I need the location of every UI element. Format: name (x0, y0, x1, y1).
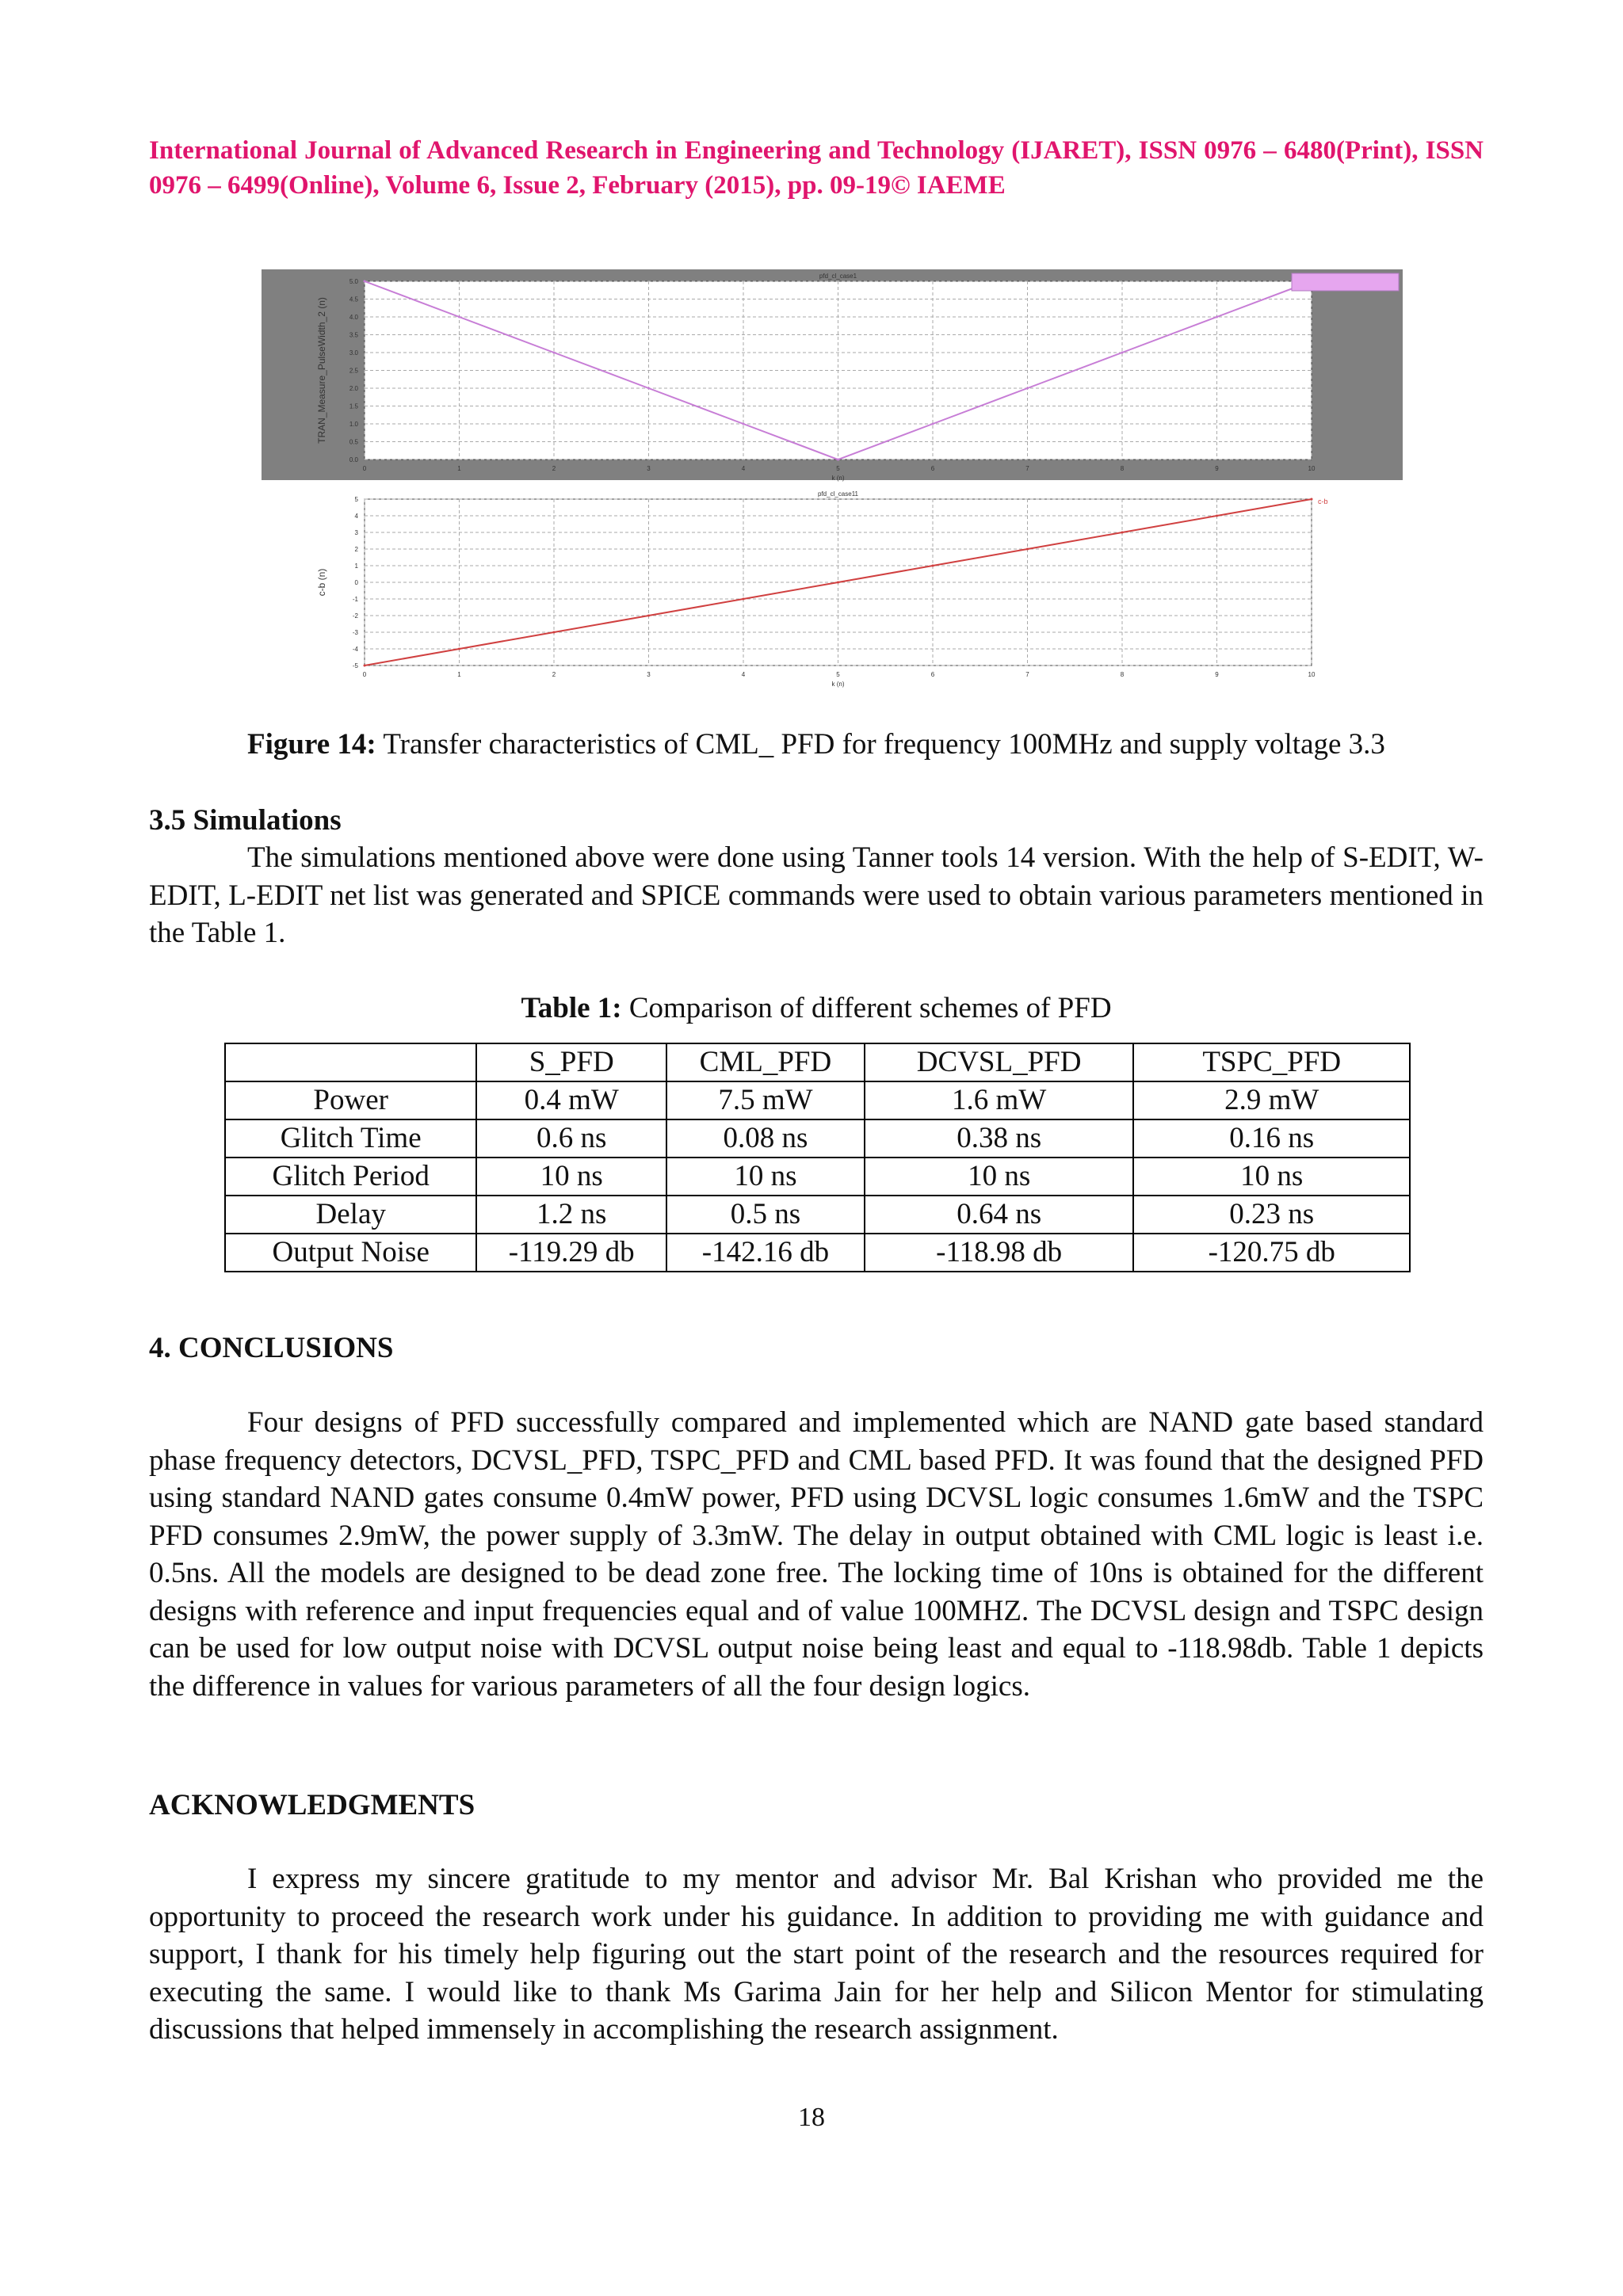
x-tick-label: 10 (1308, 465, 1316, 472)
x-tick-label: 7 (1025, 671, 1029, 678)
table-header-cell: CML_PFD (666, 1043, 865, 1081)
x-tick-label: 9 (1215, 671, 1219, 678)
table-cell: 0.23 ns (1133, 1196, 1410, 1234)
y-tick-label: -5 (352, 662, 358, 669)
table-cell: 10 ns (1133, 1158, 1410, 1196)
y-tick-label: -3 (352, 629, 358, 636)
x-tick-label: 8 (1120, 671, 1125, 678)
table-cell: Delay (225, 1196, 476, 1234)
comparison-table (224, 1043, 1411, 1272)
section-heading-simulations: 3.5 Simulations (149, 804, 342, 837)
data-point (1121, 352, 1124, 354)
figure-caption (149, 726, 1484, 764)
table-caption-text: Comparison of different schemes of PFD (621, 992, 1112, 1024)
table-header-cell: DCVSL_PFD (865, 1043, 1134, 1081)
data-point (837, 582, 839, 584)
data-point (743, 423, 745, 425)
table-caption (149, 990, 1484, 1027)
x-axis-label: k (n) (831, 681, 845, 688)
x-tick-label: 2 (552, 465, 556, 472)
y-tick-label: 4 (354, 513, 358, 520)
table-cell: -120.75 db (1133, 1234, 1410, 1272)
x-tick-label: 3 (647, 671, 651, 678)
data-point (647, 615, 650, 617)
y-tick-label: 2.0 (349, 385, 358, 392)
page-number: 18 (798, 2103, 825, 2132)
x-tick-label: 1 (457, 465, 461, 472)
table-cell: 10 ns (865, 1158, 1134, 1196)
chart-title: pfd_cl_case1 (819, 273, 857, 280)
y-tick-label: 0.0 (349, 456, 358, 463)
x-tick-label: 2 (552, 671, 556, 678)
y-tick-label: 1.5 (349, 402, 358, 410)
data-point (364, 665, 366, 667)
y-tick-label: 1.0 (349, 421, 358, 428)
y-tick-label: 3.0 (349, 349, 358, 357)
data-point (837, 459, 839, 461)
y-axis-label: c-b (n) (316, 568, 327, 597)
y-tick-label: -2 (352, 612, 358, 620)
y-tick-label: 3 (354, 529, 358, 536)
y-tick-label: 0.5 (349, 438, 358, 446)
data-point (1026, 387, 1029, 390)
data-point (932, 423, 934, 425)
table-cell: 0.08 ns (666, 1119, 865, 1158)
y-axis-label: TRAN_Measure_PulseWidth_2 (n) (316, 297, 327, 444)
y-tick-label: 5.0 (349, 278, 358, 285)
conclusions-paragraph: Four designs of PFD successfully compared and implemented which are NAND gate based standard phase frequency detectors, DCVSL_PFD, TSPC_PFD and CML based PFD. It was found that the designed PFD using standard NAND gates consume 0.4mW power, PFD using DCVSL logic consumes 1.6mW and the TSPC PFD consumes 2.9mW, the power supply of 3.3mW. The delay in output obtained with CML logic is least i.e. 0.5ns. All the models are designed to be dead zone free. The locking time of 10ns is obtained for the different designs with reference and input frequencies equal and of value 100MHZ. The DCVSL design and TSPC design can be used for low output noise with DCVSL output noise being least and equal to -118.98db. Table 1 depicts the difference in values for various parameters of all the four design logics. (149, 1406, 1484, 1703)
table-cell: 2.9 mW (1133, 1081, 1410, 1119)
table-cell: 0.16 ns (1133, 1119, 1410, 1158)
y-tick-label: 0 (354, 579, 358, 586)
table-cell: 0.6 ns (476, 1119, 666, 1158)
figure-14 (262, 269, 1403, 697)
table-row (225, 1119, 1410, 1158)
data-point (1311, 498, 1313, 501)
table-row (225, 1081, 1410, 1119)
y-tick-label: 1 (354, 563, 358, 570)
table-cell: -118.98 db (865, 1234, 1134, 1272)
data-point (647, 387, 650, 390)
x-tick-label: 6 (930, 671, 935, 678)
x-tick-label: 5 (836, 671, 840, 678)
x-tick-label: 9 (1215, 465, 1219, 472)
table-cell: 0.4 mW (476, 1081, 666, 1119)
table-cell: 0.38 ns (865, 1119, 1134, 1158)
table-cell: 0.5 ns (666, 1196, 865, 1234)
x-tick-label: 7 (1025, 465, 1029, 472)
y-tick-label: 2.5 (349, 367, 358, 375)
table-row (225, 1196, 1410, 1234)
y-tick-label: 5 (354, 496, 358, 503)
data-point (364, 280, 366, 283)
x-tick-label: 8 (1120, 465, 1125, 472)
table-row (225, 1234, 1410, 1272)
section-heading-conclusions: 4. CONCLUSIONS (149, 1332, 394, 1364)
data-point (1216, 515, 1218, 517)
section-heading-acknowledgments: ACKNOWLEDGMENTS (149, 1789, 475, 1821)
table-cell: -142.16 db (666, 1234, 865, 1272)
data-point (458, 648, 460, 650)
y-tick-label: 3.5 (349, 331, 358, 339)
y-tick-label: -4 (352, 646, 358, 653)
table-cell: 10 ns (666, 1158, 865, 1196)
table-header-row (225, 1043, 1410, 1081)
table-cell: Glitch Time (225, 1119, 476, 1158)
table-cell: -119.29 db (476, 1234, 666, 1272)
y-tick-label: -1 (352, 596, 358, 603)
x-tick-label: 0 (362, 465, 367, 472)
table-cell: 0.64 ns (865, 1196, 1134, 1234)
simulations-paragraph: The simulations mentioned above were done using Tanner tools 14 version. With the help of S-EDIT, W-EDIT, L-EDIT net list was generated and SPICE commands were used to obtain various parameters mentioned in the Table 1. (149, 841, 1484, 949)
x-tick-label: 4 (741, 671, 746, 678)
data-point (1216, 316, 1218, 318)
x-axis-label: k (n) (831, 475, 845, 482)
x-tick-label: 10 (1308, 671, 1316, 678)
data-point (743, 598, 745, 601)
data-point (1026, 548, 1029, 551)
data-point (932, 565, 934, 567)
x-tick-label: 3 (647, 465, 651, 472)
table-cell: Glitch Period (225, 1158, 476, 1196)
table-cell: 1.2 ns (476, 1196, 666, 1234)
x-tick-label: 1 (457, 671, 461, 678)
figure-caption-text: Transfer characteristics of CML_ PFD for frequency 100MHz and supply voltage 3.3 (376, 728, 1385, 761)
table-header-cell: TSPC_PFD (1133, 1043, 1410, 1081)
legend-entry: c-b (1318, 498, 1328, 505)
table-row (225, 1158, 1410, 1196)
table-header-cell: S_PFD (476, 1043, 666, 1081)
chart-title: pfd_cl_case11 (818, 490, 858, 498)
legend-box (1292, 273, 1399, 291)
data-point (553, 631, 556, 634)
figure-caption-label: Figure 14: (247, 728, 376, 761)
y-tick-label: 2 (354, 546, 358, 553)
table-cell: Power (225, 1081, 476, 1119)
data-point (458, 316, 460, 318)
y-tick-label: 4.5 (349, 296, 358, 303)
x-tick-label: 4 (741, 465, 746, 472)
table-cell: 1.6 mW (865, 1081, 1134, 1119)
table-caption-label: Table 1: (521, 992, 622, 1024)
table-cell: 10 ns (476, 1158, 666, 1196)
table-header-cell (225, 1043, 476, 1081)
data-point (1121, 532, 1124, 534)
journal-header: International Journal of Advanced Research in Engineering and Technology (IJARET), ISSN 0976 – 6480(Print), ISSN 0976 – 6499(Online), Volume 6, Issue 2, February (2015), pp. 09-19© IAEME (149, 136, 1484, 200)
acknowledgments-paragraph: I express my sincere gratitude to my mentor and advisor Mr. Bal Krishan who provided me the opportunity to proceed the research work under his guidance. In addition to providing me with guidance and support, I thank for his timely help figuring out the start point of the research and the resources required for executing the same. I would like to thank Ms Garima Jain for her help and Silicon Mentor for stimulating discussions that helped immensely in accomplishing the research assignment. (149, 1863, 1484, 2046)
data-point (553, 352, 556, 354)
figure-14-charts (262, 269, 1403, 697)
table-cell: 7.5 mW (666, 1081, 865, 1119)
x-tick-label: 5 (836, 465, 840, 472)
y-tick-label: 4.0 (349, 314, 358, 321)
x-tick-label: 6 (930, 465, 935, 472)
x-tick-label: 0 (362, 671, 367, 678)
table-cell: Output Noise (225, 1234, 476, 1272)
